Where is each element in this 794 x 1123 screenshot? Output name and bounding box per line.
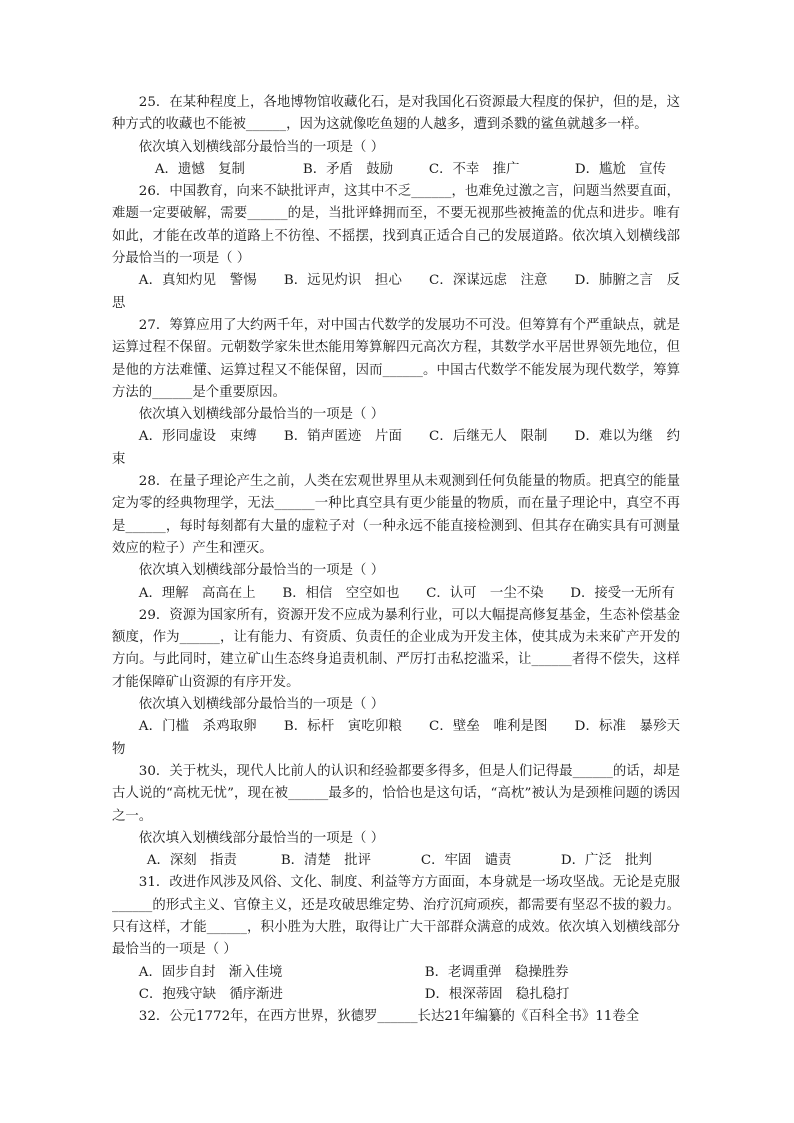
- option-d: D．尴尬 宣传: [574, 161, 666, 177]
- option-b: B．清楚 批评: [280, 853, 372, 869]
- option-d: D．根深蒂固 稳扎稳打: [424, 986, 570, 1002]
- option-a: A．固步自封 渐入佳境: [138, 964, 283, 980]
- question-27-options: A．形同虚设 束缚 B．销声匿迹 片面 C．后继无人 限制 D．难以为继 约束: [112, 429, 680, 467]
- question-29-stem: 29．资源为国家所有，资源开发不应成为暴利行业，可以大幅提高修复基金，生态补偿基金额度，作为______，让有能力、有资质、负责任的企业成为开发主体，使其成为未来矿产开发的方向。与此同时，建立矿山生态终身追责机制、严厉打击私挖滥采，让______者得不偿失，这样才能保障矿山资源的有序开发。: [112, 607, 680, 690]
- question-31-options: [112, 962, 680, 1007]
- question-25-options: [112, 159, 680, 181]
- option-a: A．遗憾 复制: [154, 161, 245, 177]
- option-a: A．深刻 指责: [146, 853, 237, 869]
- option-b: B．矛盾 鼓励: [302, 161, 394, 177]
- question-26-stem: 26．中国教育，向来不缺批评声，这其中不乏______，也难免过激之言，问题当然要直面，难题一定要破解，需要______的是，当批评蜂拥而至，不要无视那些被掩盖的优点和进步。唯有如此，才能在改革的道路上不彷徨、不摇摆，找到真正适合自己的发展道路。依次填入划横线部分最恰当的一项是（ ）: [112, 184, 680, 267]
- question-30-options: [112, 850, 680, 872]
- exam-page: [112, 92, 680, 1028]
- question-28-stem: 28．在量子理论产生之前，人类在宏观世界里从未观测到任何负能量的物质。把真空的能量定为零的经典物理学，无法______一种比真空具有更少能量的物质，而在量子理论中，真空不再是______，每时每刻都有大量的虚粒子对（一种永远不能直接检测到、但其存在确实具有可测量效应的粒子）产生和湮灭。: [112, 474, 680, 556]
- question-30-stem: 30．关于枕头，现代人比前人的认识和经验都要多得多，但是人们记得最______的话，却是古人说的“高枕无忧”，现在被______最多的，恰恰也是这句话，“高枕”被认为是颈椎问题的诱因之一。: [112, 763, 680, 824]
- option-b: B．老调重弹 稳操胜券: [424, 964, 569, 980]
- question-30-prompt: 依次填入划横线部分最恰当的一项是（ ）: [138, 830, 385, 846]
- question-28-options: A．理解 高高在上 B．相信 空空如也 C．认可 一尘不染 D．接受一无所有: [138, 585, 675, 601]
- question-31-stem: 31．改进作风涉及风俗、文化、制度、利益等方方面面，本身就是一场攻坚战。无论是克服______的形式主义、官僚主义，还是攻破思维定势、治疗沉疴顽疾，都需要有坚忍不拔的毅力。只有这样，才能______，积小胜为大胜，取得让广大干部群众满意的成效。依次填入划横线部分最恰当的一项是（ ）: [112, 875, 680, 958]
- question-27-stem: 27．筹算应用了大约两千年，对中国古代数学的发展功不可没。但筹算有个严重缺点，就是运算过程不保留。元朝数学家朱世杰能用筹算解四元高次方程，其数学水平居世界领先地位，但是他的方法难懂、运算过程又不能保留，因而______。中国古代数学不能发展为现代数学，筹算方法的______是个重要原因。: [112, 317, 680, 400]
- question-29-prompt: 依次填入划横线部分最恰当的一项是（ ）: [138, 697, 385, 713]
- option-c: C．抱残守缺 循序渐进: [138, 986, 283, 1002]
- question-27-prompt: 依次填入划横线部分最恰当的一项是（ ）: [138, 407, 385, 423]
- question-26-options: A．真知灼见 警惕 B．远见灼识 担心 C．深谋远虑 注意 D．肺腑之言 反思: [112, 273, 680, 311]
- option-d: D．广泛 批判: [560, 853, 652, 869]
- question-29-options: A．门槛 杀鸡取卵 B．标杆 寅吃卯粮 C．壁垒 唯利是图 D．标准 暴殄天物: [112, 719, 680, 757]
- option-c: C．牢固 谴责: [420, 853, 512, 869]
- question-28-prompt: 依次填入划横线部分最恰当的一项是（ ）: [138, 563, 385, 579]
- question-25-stem: 25．在某种程度上，各地博物馆收藏化石，是对我国化石资源最大程度的保护，但的是，这种方式的收藏也不能被______，因为这就像吃鱼翅的人越多，遭到杀戮的鲨鱼就越多一样。: [112, 95, 680, 133]
- question-32-stem: 32．公元1772年，在西方世界，狄德罗______长达21年编纂的《百科全书》11卷全: [138, 1009, 640, 1025]
- option-c: C．不幸 推广: [428, 161, 520, 177]
- question-25-prompt: 依次填入划横线部分最恰当的一项是（ ）: [138, 139, 385, 155]
